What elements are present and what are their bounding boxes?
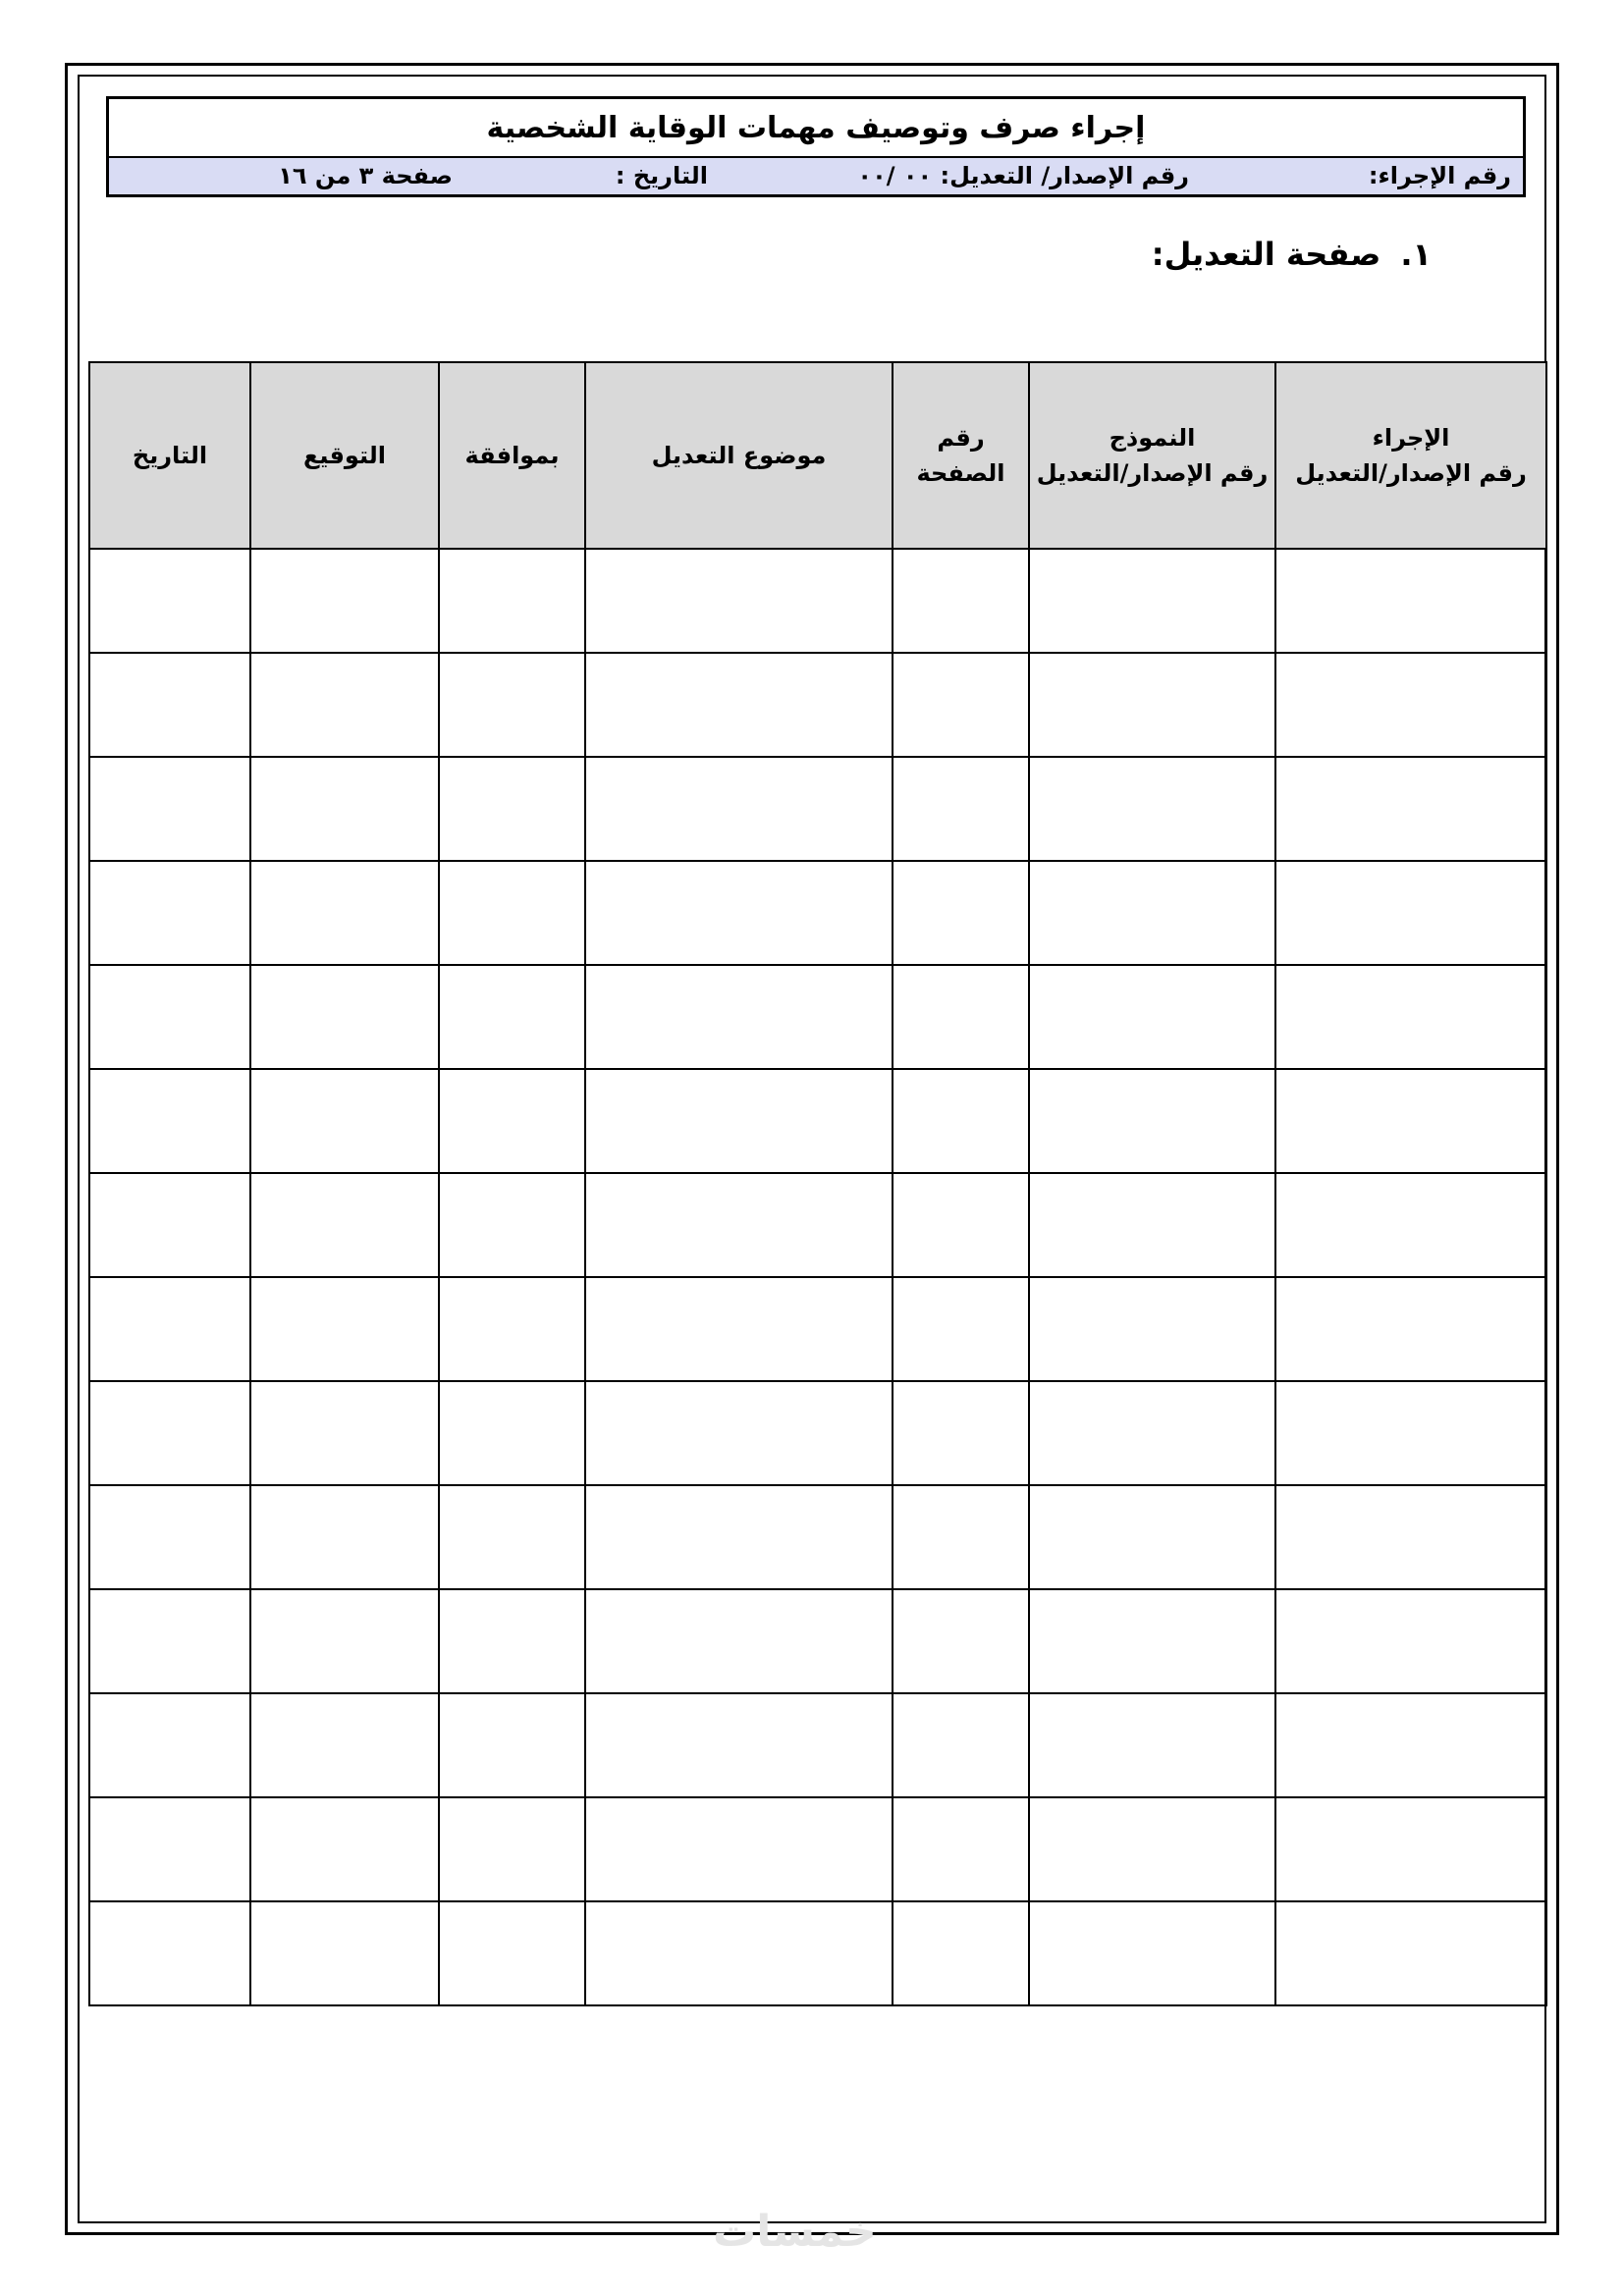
table-cell — [585, 1797, 893, 1901]
table-cell — [893, 1485, 1029, 1589]
col-header-form: النموذج رقم الإصدار/التعديل — [1029, 362, 1275, 549]
table-cell — [89, 1901, 250, 2005]
table-cell — [1029, 653, 1275, 757]
table-cell — [250, 1589, 439, 1693]
col-header-approval: بموافقة — [439, 362, 585, 549]
table-cell — [893, 861, 1029, 965]
table-cell — [439, 1901, 585, 2005]
table-cell — [1029, 1069, 1275, 1173]
table-cell — [439, 1277, 585, 1381]
col-header-signature: التوقيع — [250, 362, 439, 549]
table-cell — [250, 1901, 439, 2005]
section-title: صفحة التعديل: — [1151, 236, 1381, 273]
table-cell — [585, 861, 893, 965]
table-cell — [439, 861, 585, 965]
section-heading — [1152, 236, 1432, 273]
table-cell — [1029, 549, 1275, 653]
table-cell — [1275, 1277, 1546, 1381]
table-cell — [893, 1693, 1029, 1797]
table-cell — [1029, 1173, 1275, 1277]
table-cell — [89, 757, 250, 861]
table-cell — [585, 1485, 893, 1589]
table-row — [89, 1589, 1546, 1693]
table-row — [89, 1797, 1546, 1901]
table-cell — [89, 1589, 250, 1693]
section-number: ١. — [1400, 236, 1432, 273]
table-cell — [893, 1277, 1029, 1381]
date-label: التاريخ : — [615, 162, 708, 189]
table-cell — [1275, 549, 1546, 653]
table-cell — [893, 1069, 1029, 1173]
table-cell — [585, 1693, 893, 1797]
page-number-label: صفحة ٣ من ١٦ — [278, 162, 453, 189]
table-cell — [585, 1173, 893, 1277]
table-cell — [89, 861, 250, 965]
table-cell — [439, 1797, 585, 1901]
table-cell — [893, 1381, 1029, 1485]
col-header-procedure: الإجراء رقم الإصدار/التعديل — [1275, 362, 1546, 549]
table-cell — [893, 1589, 1029, 1693]
table-cell — [1275, 757, 1546, 861]
table-cell — [1029, 1277, 1275, 1381]
table-cell — [89, 1693, 250, 1797]
table-cell — [585, 1069, 893, 1173]
table-header-row — [89, 362, 1546, 549]
table-cell — [250, 1485, 439, 1589]
table-cell — [250, 1069, 439, 1173]
table-cell — [893, 549, 1029, 653]
table-cell — [439, 549, 585, 653]
table-cell — [1029, 1485, 1275, 1589]
table-row — [89, 1173, 1546, 1277]
table-cell — [585, 653, 893, 757]
table-row — [89, 757, 1546, 861]
table-row — [89, 1069, 1546, 1173]
watermark-logo: خمسات — [713, 2207, 877, 2257]
table-cell — [1275, 1797, 1546, 1901]
table-cell — [89, 653, 250, 757]
table-body — [89, 549, 1546, 2005]
table-cell — [585, 1277, 893, 1381]
table-cell — [893, 1173, 1029, 1277]
procedure-number-label: رقم الإجراء: — [1368, 162, 1511, 189]
table-cell — [439, 1069, 585, 1173]
table-cell — [1275, 861, 1546, 965]
table-cell — [1275, 1589, 1546, 1693]
table-cell — [439, 653, 585, 757]
table-cell — [1275, 1485, 1546, 1589]
table-cell — [585, 1589, 893, 1693]
table-cell — [250, 1381, 439, 1485]
table-cell — [1029, 757, 1275, 861]
table-row — [89, 1693, 1546, 1797]
table-cell — [1029, 1381, 1275, 1485]
table-cell — [893, 965, 1029, 1069]
table-cell — [439, 1693, 585, 1797]
table-cell — [1029, 1589, 1275, 1693]
col-header-date: التاريخ — [89, 362, 250, 549]
document-title: إجراء صرف وتوصيف مهمات الوقاية الشخصية — [486, 110, 1146, 145]
document-header — [106, 96, 1526, 197]
table-cell — [89, 1797, 250, 1901]
revision-table — [88, 361, 1547, 2006]
table-cell — [893, 1901, 1029, 2005]
table-cell — [439, 1485, 585, 1589]
table-cell — [89, 1485, 250, 1589]
col-header-page-number: رقم الصفحة — [893, 362, 1029, 549]
table-cell — [250, 549, 439, 653]
table-cell — [585, 965, 893, 1069]
table-cell — [585, 757, 893, 861]
table-cell — [1275, 653, 1546, 757]
table-row — [89, 1485, 1546, 1589]
table-cell — [439, 1381, 585, 1485]
revision-label: رقم الإصدار/ التعديل: ٠٠ /٠٠ — [857, 162, 1189, 189]
table-cell — [1029, 1693, 1275, 1797]
table-cell — [89, 1277, 250, 1381]
table-cell — [1275, 1069, 1546, 1173]
table-cell — [893, 653, 1029, 757]
table-cell — [1275, 965, 1546, 1069]
table-cell — [585, 1381, 893, 1485]
table-cell — [1275, 1381, 1546, 1485]
table-cell — [89, 1069, 250, 1173]
table-cell — [250, 1277, 439, 1381]
table-cell — [250, 1693, 439, 1797]
table-cell — [1029, 1901, 1275, 2005]
table-row — [89, 549, 1546, 653]
col-header-subject: موضوع التعديل — [585, 362, 893, 549]
table-cell — [1275, 1901, 1546, 2005]
table-row — [89, 965, 1546, 1069]
table-cell — [585, 1901, 893, 2005]
table-cell — [893, 1797, 1029, 1901]
table-cell — [250, 861, 439, 965]
table-cell — [439, 1173, 585, 1277]
table-row — [89, 653, 1546, 757]
table-cell — [1029, 965, 1275, 1069]
table-row — [89, 861, 1546, 965]
table-cell — [1029, 1797, 1275, 1901]
table-row — [89, 1901, 1546, 2005]
table-cell — [89, 965, 250, 1069]
table-cell — [250, 965, 439, 1069]
table-cell — [89, 1173, 250, 1277]
table-cell — [1029, 861, 1275, 965]
table-cell — [1275, 1173, 1546, 1277]
table-cell — [89, 1381, 250, 1485]
table-cell — [250, 653, 439, 757]
table-cell — [585, 549, 893, 653]
table-cell — [893, 757, 1029, 861]
table-cell — [250, 1797, 439, 1901]
table-cell — [250, 757, 439, 861]
table-cell — [439, 1589, 585, 1693]
table-cell — [439, 965, 585, 1069]
table-cell — [439, 757, 585, 861]
table-cell — [250, 1173, 439, 1277]
table-row — [89, 1277, 1546, 1381]
table-cell — [89, 549, 250, 653]
header-meta-bar — [109, 156, 1523, 194]
table-cell — [1275, 1693, 1546, 1797]
table-row — [89, 1381, 1546, 1485]
